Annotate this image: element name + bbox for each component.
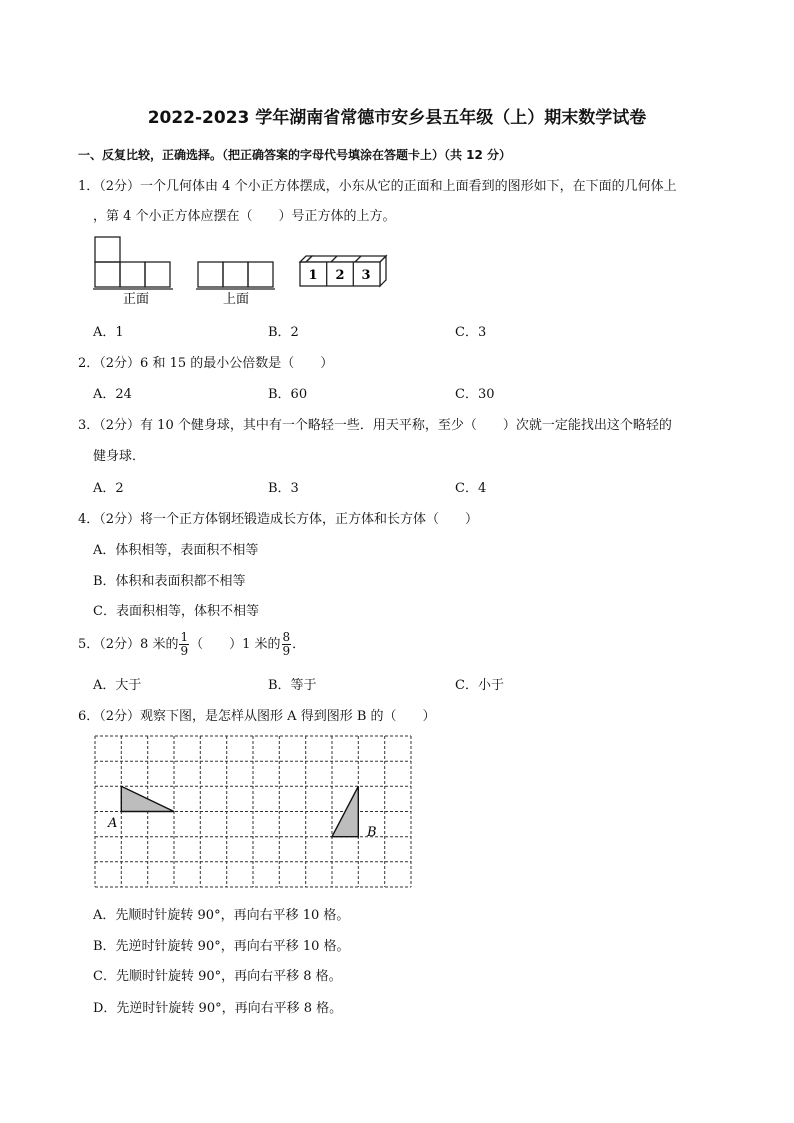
label-b: B: [367, 825, 377, 840]
question-1-line-2: ，第 4 个小正方体应摆在（ ）号正方体的上方。: [93, 209, 396, 224]
q6-option-b: B．先逆时针旋转 90°，再向右平移 10 格。: [93, 939, 350, 954]
fraction-denominator: 9: [282, 644, 291, 658]
q1-option-c: C．3: [455, 325, 487, 340]
label-a: A: [108, 816, 118, 831]
q6-option-d: D．先逆时针旋转 90°，再向右平移 8 格。: [93, 1001, 343, 1016]
question-3-line-1: 3．（2分）有 10 个健身球，其中有一个略轻一些．用天平称，至少（ ）次就一定能找出这个略轻的: [78, 418, 672, 433]
q5-option-b: B．等于: [268, 678, 317, 693]
q6-option-c: C．先顺时针旋转 90°，再向右平移 8 格。: [93, 969, 342, 984]
cube-row-top-face: [306, 256, 386, 262]
fraction-numerator: 1: [180, 630, 189, 644]
q1-option-b: B．2: [268, 325, 299, 340]
fraction-eight-ninths: [282, 631, 292, 658]
section-heading: 一、反复比较，正确选择。（把正确答案的字母代号填涂在答题卡上）（共 12 分）: [78, 148, 512, 162]
q4-option-a: A．体积相等，表面积不相等: [93, 543, 259, 558]
q5-middle: （ ）1 米的: [190, 637, 281, 652]
q5-option-c: C．小于: [455, 678, 504, 693]
question-5: [78, 631, 305, 658]
front-view-square: [120, 262, 145, 287]
q2-option-b: B．60: [268, 387, 308, 402]
q3-option-a: A．2: [93, 481, 124, 496]
cube-row-side-face: [380, 256, 386, 286]
q6-option-a: A．先顺时针旋转 90°，再向右平移 10 格。: [93, 908, 350, 923]
q5-option-a: A．大于: [93, 678, 142, 693]
q4-option-c: C．表面积相等，体积不相等: [93, 604, 259, 619]
front-view-square: [95, 237, 120, 262]
cube-label-1: 1: [308, 268, 318, 283]
front-view-square: [145, 262, 170, 287]
fraction-one-ninth: [179, 631, 189, 658]
grid-transformation-figure: [94, 735, 414, 889]
top-view-square: [248, 262, 273, 287]
front-view-label: 正面: [122, 292, 150, 307]
top-view-square: [198, 262, 223, 287]
q5-prefix: 5．（2分）8 米的: [78, 637, 179, 652]
cube-label-3: 3: [361, 268, 371, 283]
question-6: 6．（2分）观察下图，是怎样从图形 A 得到图形 B 的（ ）: [78, 709, 436, 724]
triangle-a: [121, 786, 174, 811]
fraction-numerator: 8: [282, 630, 291, 644]
front-view-square: [95, 262, 120, 287]
q5-suffix: ．: [292, 637, 306, 652]
q1-option-a: A．1: [93, 325, 124, 340]
question-1-line-1: 1．（2分）一个几何体由 4 个小正方体摆成，小东从它的正面和上面看到的图形如下，在下面的几何体上: [78, 179, 677, 194]
cube-views-figure: [90, 233, 400, 309]
cube-label-2: 2: [335, 268, 345, 283]
q3-option-c: C．4: [455, 481, 487, 496]
q2-option-a: A．24: [93, 387, 132, 402]
fraction-denominator: 9: [180, 644, 189, 658]
q4-option-b: B．体积和表面积都不相等: [93, 574, 246, 589]
q2-option-c: C．30: [455, 387, 495, 402]
question-3-line-2: 健身球．: [93, 449, 146, 464]
question-4: 4．（2分）将一个正方体钢坯锻造成长方体，正方体和长方体（ ）: [78, 512, 479, 527]
top-view-label: 上面: [222, 292, 250, 307]
q3-option-b: B．3: [268, 481, 299, 496]
question-2: 2．（2分）6 和 15 的最小公倍数是（ ）: [78, 356, 334, 371]
page-title: 2022-2023 学年湖南省常德市安乡县五年级（上）期末数学试卷: [147, 108, 647, 128]
top-view-square: [223, 262, 248, 287]
